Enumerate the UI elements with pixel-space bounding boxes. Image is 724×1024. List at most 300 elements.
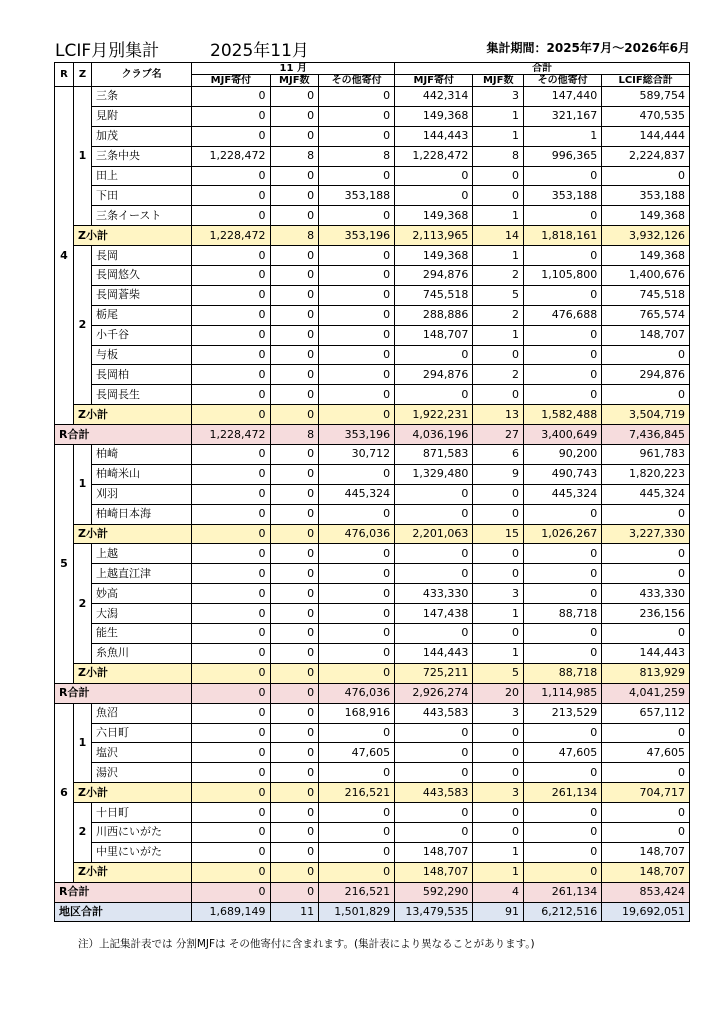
value-m-mjf: 0 (192, 544, 270, 564)
club-name: 長岡長生 (91, 385, 191, 405)
club-name: 柏崎米山 (91, 464, 191, 484)
value-t-mjf: 288,886 (395, 305, 473, 325)
value-t-mjf: 0 (395, 504, 473, 524)
value-t-cnt: 0 (473, 763, 524, 783)
zone-number: 2 (74, 803, 92, 863)
value-m-other: 353,188 (319, 186, 395, 206)
club-row (55, 604, 690, 624)
club-name: 柏崎 (91, 445, 191, 465)
club-row (55, 445, 690, 465)
value-t-other: 1,114,985 (524, 683, 602, 703)
value-t-lcif: 19,692,051 (602, 902, 690, 922)
col-header-month-mjf-count: MJF数 (270, 75, 319, 87)
value-m-other: 0 (319, 862, 395, 882)
value-m-mjf: 0 (192, 584, 270, 604)
club-row (55, 584, 690, 604)
value-t-cnt: 0 (473, 822, 524, 842)
value-m-cnt: 0 (270, 285, 319, 305)
value-t-cnt: 0 (473, 345, 524, 365)
club-row (55, 87, 690, 107)
value-t-lcif: 745,518 (602, 285, 690, 305)
club-row (55, 365, 690, 385)
value-m-mjf: 0 (192, 763, 270, 783)
value-t-cnt: 1 (473, 604, 524, 624)
value-m-other: 0 (319, 206, 395, 226)
value-t-cnt: 1 (473, 126, 524, 146)
value-t-lcif: 148,707 (602, 862, 690, 882)
value-m-cnt: 0 (270, 544, 319, 564)
value-t-lcif: 0 (602, 166, 690, 186)
value-t-lcif: 0 (602, 763, 690, 783)
value-m-cnt: 0 (270, 683, 319, 703)
value-m-cnt: 0 (270, 484, 319, 504)
value-t-cnt: 0 (473, 385, 524, 405)
value-t-other: 261,134 (524, 882, 602, 902)
club-row (55, 842, 690, 862)
value-m-other: 353,196 (319, 226, 395, 246)
club-name: 三条 (91, 87, 191, 107)
value-m-other: 0 (319, 126, 395, 146)
region-number: 5 (55, 445, 74, 684)
value-m-mjf: 0 (192, 246, 270, 266)
value-m-other: 216,521 (319, 783, 395, 803)
value-t-other: 0 (524, 246, 602, 266)
value-m-cnt: 0 (270, 842, 319, 862)
col-header-total-mjf-gift: MJF寄付 (395, 75, 473, 87)
value-t-cnt: 0 (473, 186, 524, 206)
value-t-mjf: 149,368 (395, 246, 473, 266)
club-row (55, 643, 690, 663)
value-m-cnt: 0 (270, 385, 319, 405)
value-m-mjf: 0 (192, 484, 270, 504)
value-t-other: 0 (524, 166, 602, 186)
value-m-other: 0 (319, 643, 395, 663)
value-t-other: 0 (524, 803, 602, 823)
value-m-cnt: 0 (270, 822, 319, 842)
value-t-other: 261,134 (524, 783, 602, 803)
club-row (55, 246, 690, 266)
value-m-cnt: 0 (270, 504, 319, 524)
value-t-other: 0 (524, 862, 602, 882)
value-m-other: 0 (319, 405, 395, 425)
value-t-other: 47,605 (524, 743, 602, 763)
value-t-lcif: 3,227,330 (602, 524, 690, 544)
value-t-lcif: 657,112 (602, 703, 690, 723)
value-m-cnt: 0 (270, 564, 319, 584)
value-m-mjf: 0 (192, 723, 270, 743)
value-t-other: 0 (524, 385, 602, 405)
club-name: 魚沼 (91, 703, 191, 723)
col-header-z: Z (74, 63, 92, 87)
value-t-other: 0 (524, 325, 602, 345)
club-row (55, 624, 690, 644)
value-t-cnt: 2 (473, 365, 524, 385)
value-m-mjf: 0 (192, 365, 270, 385)
value-t-mjf: 148,707 (395, 842, 473, 862)
value-t-mjf: 0 (395, 822, 473, 842)
club-name: 大潟 (91, 604, 191, 624)
value-m-mjf: 0 (192, 524, 270, 544)
value-t-other: 1,582,488 (524, 405, 602, 425)
col-group-total: 合計 (395, 63, 690, 75)
value-t-other: 0 (524, 763, 602, 783)
value-t-lcif: 0 (602, 803, 690, 823)
value-t-mjf: 2,926,274 (395, 683, 473, 703)
value-t-lcif: 0 (602, 624, 690, 644)
value-t-mjf: 442,314 (395, 87, 473, 107)
value-t-mjf: 443,583 (395, 703, 473, 723)
value-t-cnt: 5 (473, 285, 524, 305)
club-name: 田上 (91, 166, 191, 186)
value-t-other: 88,718 (524, 663, 602, 683)
value-m-other: 476,036 (319, 524, 395, 544)
value-t-mjf: 0 (395, 186, 473, 206)
value-m-other: 0 (319, 584, 395, 604)
value-t-other: 0 (524, 544, 602, 564)
value-m-other: 0 (319, 365, 395, 385)
value-m-other: 1,501,829 (319, 902, 395, 922)
value-t-cnt: 9 (473, 464, 524, 484)
club-name: 塩沢 (91, 743, 191, 763)
district-total-label: 地区合計 (55, 902, 192, 922)
zone-subtotal-row (55, 862, 690, 882)
club-name: 長岡悠久 (91, 266, 191, 286)
value-t-mjf: 0 (395, 564, 473, 584)
value-m-cnt: 8 (270, 425, 319, 445)
value-t-other: 996,365 (524, 146, 602, 166)
club-name: 三条イースト (91, 206, 191, 226)
club-row (55, 285, 690, 305)
club-name: 加茂 (91, 126, 191, 146)
value-t-other: 0 (524, 624, 602, 644)
value-m-mjf: 0 (192, 504, 270, 524)
value-t-mjf: 147,438 (395, 604, 473, 624)
value-m-other: 0 (319, 285, 395, 305)
value-t-lcif: 0 (602, 723, 690, 743)
value-m-cnt: 0 (270, 584, 319, 604)
club-name: 小千谷 (91, 325, 191, 345)
value-t-mjf: 0 (395, 723, 473, 743)
value-m-mjf: 0 (192, 604, 270, 624)
value-t-mjf: 745,518 (395, 285, 473, 305)
zone-subtotal-label: Z小計 (74, 405, 192, 425)
value-t-other: 0 (524, 504, 602, 524)
value-m-cnt: 0 (270, 166, 319, 186)
value-t-mjf: 294,876 (395, 365, 473, 385)
value-t-lcif: 2,224,837 (602, 146, 690, 166)
club-row (55, 723, 690, 743)
value-t-cnt: 3 (473, 584, 524, 604)
club-name: 下田 (91, 186, 191, 206)
value-m-mjf: 0 (192, 166, 270, 186)
value-t-mjf: 0 (395, 484, 473, 504)
value-t-lcif: 0 (602, 504, 690, 524)
value-m-mjf: 0 (192, 862, 270, 882)
value-m-other: 0 (319, 464, 395, 484)
value-t-lcif: 148,707 (602, 325, 690, 345)
value-t-cnt: 1 (473, 862, 524, 882)
value-m-cnt: 0 (270, 365, 319, 385)
value-t-mjf: 148,707 (395, 325, 473, 345)
zone-subtotal-row (55, 783, 690, 803)
value-t-cnt: 15 (473, 524, 524, 544)
value-m-other: 476,036 (319, 683, 395, 703)
value-m-mjf: 1,228,472 (192, 226, 270, 246)
value-t-other: 3,400,649 (524, 425, 602, 445)
value-t-other: 0 (524, 723, 602, 743)
value-m-cnt: 0 (270, 663, 319, 683)
value-m-cnt: 0 (270, 723, 319, 743)
value-m-mjf: 0 (192, 305, 270, 325)
zone-subtotal-row (55, 524, 690, 544)
value-m-other: 30,712 (319, 445, 395, 465)
club-row (55, 106, 690, 126)
value-m-other: 0 (319, 803, 395, 823)
value-m-mjf: 1,228,472 (192, 146, 270, 166)
value-t-mjf: 0 (395, 803, 473, 823)
value-t-other: 0 (524, 564, 602, 584)
zone-number: 1 (74, 703, 92, 783)
value-m-cnt: 0 (270, 862, 319, 882)
club-row (55, 305, 690, 325)
club-name: 与板 (91, 345, 191, 365)
value-t-cnt: 0 (473, 624, 524, 644)
value-m-cnt: 0 (270, 206, 319, 226)
value-m-mjf: 0 (192, 87, 270, 107)
value-t-cnt: 2 (473, 305, 524, 325)
region-total-label: R合計 (55, 882, 192, 902)
value-t-cnt: 3 (473, 783, 524, 803)
value-t-cnt: 8 (473, 146, 524, 166)
value-m-other: 47,605 (319, 743, 395, 763)
club-row (55, 146, 690, 166)
value-t-mjf: 0 (395, 385, 473, 405)
zone-subtotal-label: Z小計 (74, 226, 192, 246)
value-m-mjf: 0 (192, 703, 270, 723)
value-t-lcif: 3,504,719 (602, 405, 690, 425)
value-t-cnt: 0 (473, 484, 524, 504)
club-row (55, 564, 690, 584)
zone-subtotal-row (55, 663, 690, 683)
value-t-mjf: 2,201,063 (395, 524, 473, 544)
value-m-cnt: 8 (270, 226, 319, 246)
club-row (55, 186, 690, 206)
footnote: 注）上記集計表では 分割MJFは その他寄付に含まれます。(集計表により異なることがあります。) (78, 938, 535, 950)
value-m-other: 0 (319, 246, 395, 266)
value-t-cnt: 13 (473, 405, 524, 425)
value-t-mjf: 149,368 (395, 206, 473, 226)
value-m-cnt: 0 (270, 345, 319, 365)
value-t-mjf: 0 (395, 743, 473, 763)
value-m-cnt: 0 (270, 106, 319, 126)
value-m-other: 0 (319, 325, 395, 345)
club-row (55, 743, 690, 763)
value-m-mjf: 1,228,472 (192, 425, 270, 445)
value-m-cnt: 0 (270, 246, 319, 266)
value-m-other: 168,916 (319, 703, 395, 723)
club-name: 柏崎日本海 (91, 504, 191, 524)
value-m-mjf: 0 (192, 882, 270, 902)
club-row (55, 544, 690, 564)
value-t-lcif: 47,605 (602, 743, 690, 763)
value-m-mjf: 0 (192, 842, 270, 862)
value-t-lcif: 961,783 (602, 445, 690, 465)
value-t-lcif: 1,820,223 (602, 464, 690, 484)
club-name: 能生 (91, 624, 191, 644)
col-header-total-other-gift: その他寄付 (524, 75, 602, 87)
zone-subtotal-row (55, 405, 690, 425)
zone-subtotal-label: Z小計 (74, 524, 192, 544)
value-t-other: 0 (524, 365, 602, 385)
value-t-cnt: 2 (473, 266, 524, 286)
value-m-other: 0 (319, 604, 395, 624)
value-m-other: 0 (319, 842, 395, 862)
value-t-cnt: 1 (473, 325, 524, 345)
value-m-mjf: 0 (192, 445, 270, 465)
value-m-cnt: 0 (270, 624, 319, 644)
value-t-cnt: 0 (473, 564, 524, 584)
value-m-other: 0 (319, 763, 395, 783)
value-t-cnt: 6 (473, 445, 524, 465)
value-t-mjf: 144,443 (395, 643, 473, 663)
value-t-mjf: 433,330 (395, 584, 473, 604)
club-name: 川西にいがた (91, 822, 191, 842)
value-m-cnt: 0 (270, 763, 319, 783)
value-m-mjf: 0 (192, 385, 270, 405)
value-t-other: 0 (524, 345, 602, 365)
value-t-other: 0 (524, 285, 602, 305)
value-t-mjf: 294,876 (395, 266, 473, 286)
club-row (55, 345, 690, 365)
value-t-mjf: 0 (395, 624, 473, 644)
value-t-lcif: 144,443 (602, 643, 690, 663)
region-total-label: R合計 (55, 683, 192, 703)
value-t-lcif: 589,754 (602, 87, 690, 107)
value-t-mjf: 871,583 (395, 445, 473, 465)
value-m-cnt: 11 (270, 902, 319, 922)
value-m-other: 0 (319, 106, 395, 126)
col-header-r: R (55, 63, 74, 87)
value-t-mjf: 1,329,480 (395, 464, 473, 484)
value-m-other: 0 (319, 723, 395, 743)
value-m-mjf: 0 (192, 186, 270, 206)
value-m-cnt: 0 (270, 126, 319, 146)
value-t-mjf: 592,290 (395, 882, 473, 902)
value-t-lcif: 0 (602, 385, 690, 405)
value-t-cnt: 20 (473, 683, 524, 703)
value-t-cnt: 14 (473, 226, 524, 246)
club-name: 栃尾 (91, 305, 191, 325)
value-t-cnt: 91 (473, 902, 524, 922)
region-total-label: R合計 (55, 425, 192, 445)
value-t-other: 0 (524, 643, 602, 663)
value-t-other: 0 (524, 842, 602, 862)
club-row (55, 803, 690, 823)
value-t-lcif: 149,368 (602, 246, 690, 266)
value-t-lcif: 4,041,259 (602, 683, 690, 703)
value-t-mjf: 0 (395, 345, 473, 365)
zone-subtotal-label: Z小計 (74, 783, 192, 803)
value-t-lcif: 149,368 (602, 206, 690, 226)
value-m-cnt: 0 (270, 524, 319, 544)
value-m-mjf: 0 (192, 624, 270, 644)
value-m-mjf: 0 (192, 564, 270, 584)
value-t-cnt: 0 (473, 803, 524, 823)
value-m-cnt: 0 (270, 803, 319, 823)
value-t-other: 476,688 (524, 305, 602, 325)
value-t-other: 445,324 (524, 484, 602, 504)
value-m-other: 0 (319, 166, 395, 186)
region-number: 4 (55, 87, 74, 425)
value-t-cnt: 0 (473, 743, 524, 763)
value-m-mjf: 0 (192, 266, 270, 286)
value-t-other: 0 (524, 584, 602, 604)
value-m-mjf: 0 (192, 683, 270, 703)
value-t-mjf: 1,922,231 (395, 405, 473, 425)
club-row (55, 206, 690, 226)
value-m-other: 0 (319, 624, 395, 644)
value-t-mjf: 0 (395, 544, 473, 564)
zone-subtotal-label: Z小計 (74, 862, 192, 882)
col-group-month: 11 月 (192, 63, 395, 75)
value-t-lcif: 704,717 (602, 783, 690, 803)
club-row (55, 266, 690, 286)
region-total-row (55, 882, 690, 902)
value-t-cnt: 1 (473, 842, 524, 862)
club-row (55, 763, 690, 783)
district-total-row (55, 902, 690, 922)
value-m-other: 445,324 (319, 484, 395, 504)
value-m-cnt: 0 (270, 405, 319, 425)
club-row (55, 126, 690, 146)
page-header (55, 36, 690, 61)
value-t-mjf: 2,113,965 (395, 226, 473, 246)
value-t-cnt: 0 (473, 166, 524, 186)
value-m-other: 0 (319, 345, 395, 365)
value-m-mjf: 0 (192, 126, 270, 146)
value-m-mjf: 0 (192, 285, 270, 305)
club-row (55, 822, 690, 842)
value-m-mjf: 0 (192, 743, 270, 763)
club-name: 長岡柏 (91, 365, 191, 385)
value-t-cnt: 1 (473, 643, 524, 663)
value-m-other: 353,196 (319, 425, 395, 445)
table-body (55, 87, 690, 922)
club-name: 妙高 (91, 584, 191, 604)
value-m-cnt: 0 (270, 743, 319, 763)
region-total-row (55, 683, 690, 703)
club-name: 中里にいがた (91, 842, 191, 862)
club-name: 見附 (91, 106, 191, 126)
club-name: 糸魚川 (91, 643, 191, 663)
value-t-other: 0 (524, 822, 602, 842)
value-t-lcif: 0 (602, 822, 690, 842)
value-t-other: 1,818,161 (524, 226, 602, 246)
value-t-lcif: 813,929 (602, 663, 690, 683)
value-t-lcif: 0 (602, 544, 690, 564)
value-m-other: 0 (319, 822, 395, 842)
value-t-mjf: 144,443 (395, 126, 473, 146)
value-m-cnt: 0 (270, 266, 319, 286)
value-t-other: 1,105,800 (524, 266, 602, 286)
value-m-cnt: 0 (270, 305, 319, 325)
value-m-cnt: 0 (270, 643, 319, 663)
value-t-cnt: 4 (473, 882, 524, 902)
value-t-other: 1,026,267 (524, 524, 602, 544)
value-t-cnt: 1 (473, 106, 524, 126)
value-m-mjf: 0 (192, 405, 270, 425)
value-m-other: 0 (319, 544, 395, 564)
